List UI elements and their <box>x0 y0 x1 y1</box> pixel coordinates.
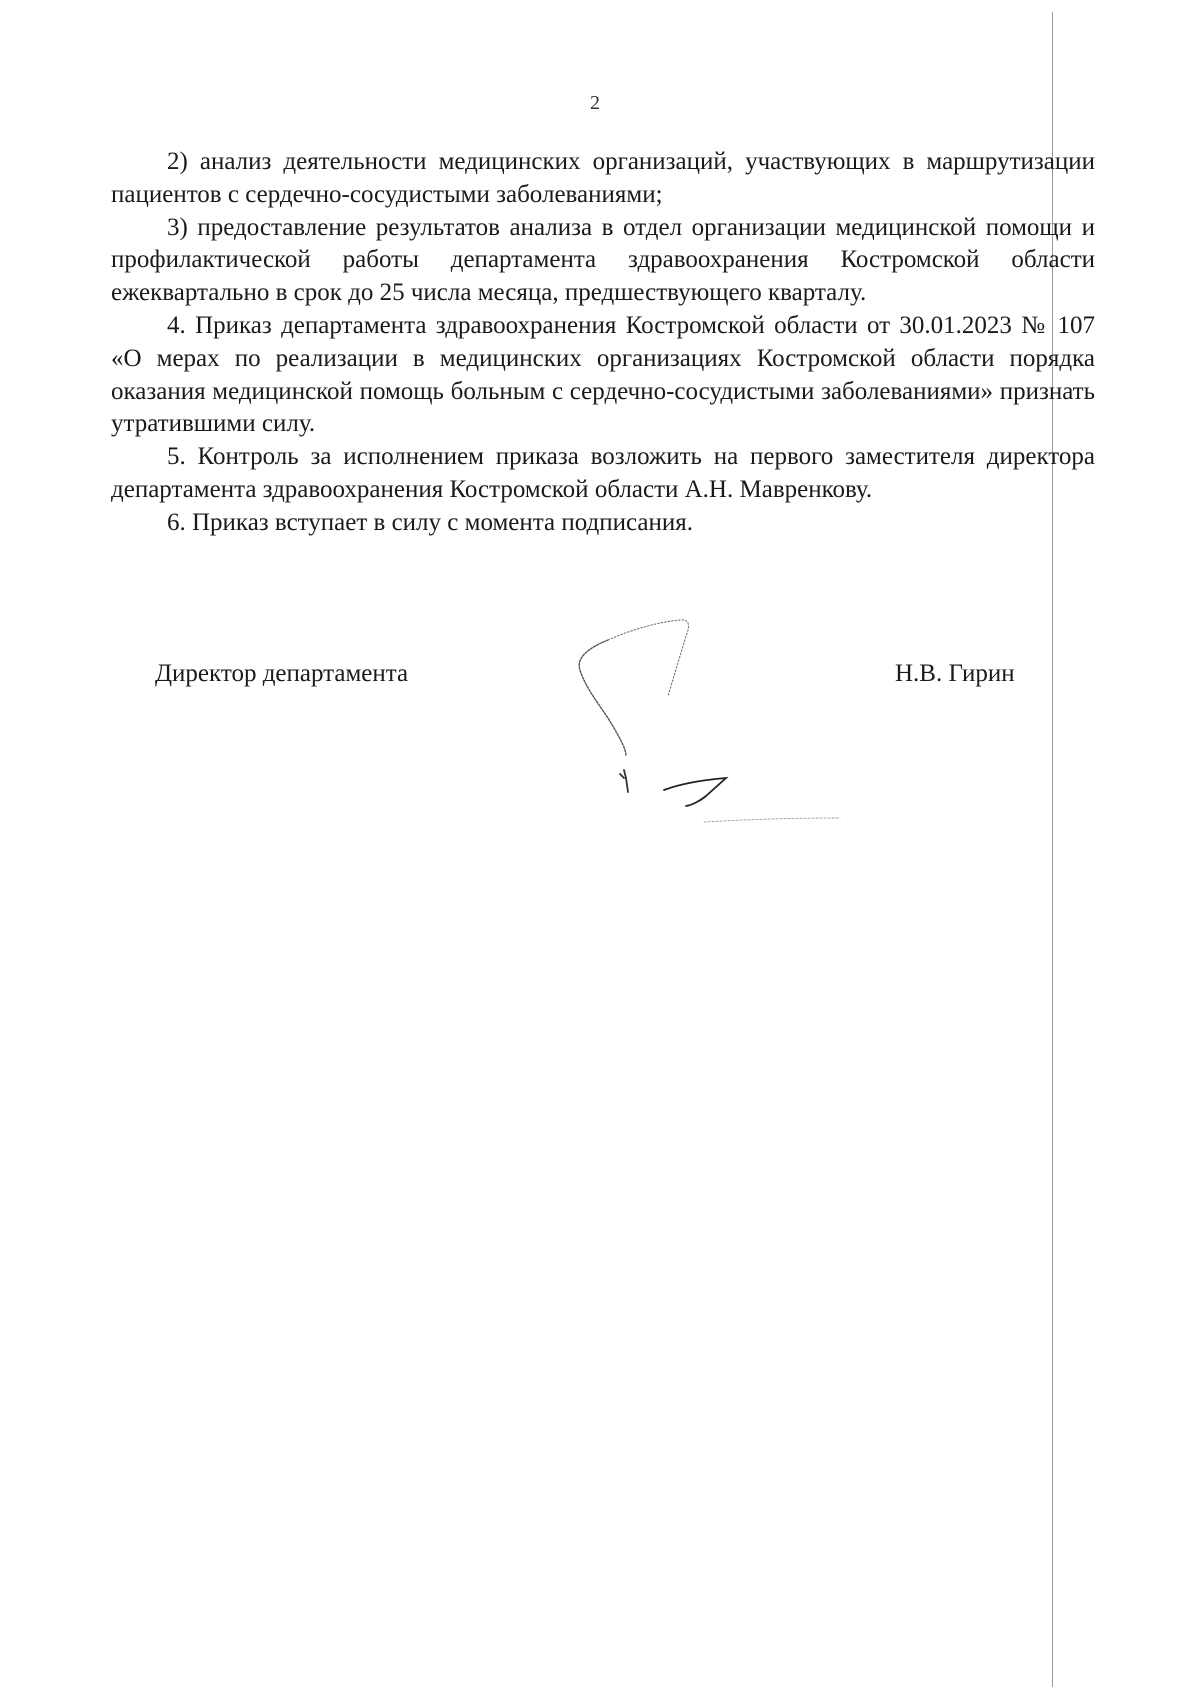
paragraph-3-results: 3) предоставление результатов анализа в отдел организации медицинской помощи и профилактической работы департамента здравоохранения Костромской области ежеквартально в срок до 25 числа месяца, предшествующего кварталу. <box>111 213 1095 307</box>
signatory-name: Н.В. Гирин <box>895 660 1015 687</box>
paragraph-5-control: 5. Контроль за исполнением приказа возложить на первого заместителя директора департамента здравоохранения Костромской области А.Н. Мавренкову. <box>111 443 1095 503</box>
signatory-title: Директор департамента <box>155 660 409 687</box>
document-body <box>111 146 1095 540</box>
paragraph-2-analysis: 2) анализ деятельности медицинских организаций, участвующих в маршрутизации пациентов с сердечно-сосудистыми заболеваниями; <box>111 148 1095 208</box>
paragraph-6-effective: 6. Приказ вступает в силу с момента подписания. <box>167 508 693 536</box>
page-number: 2 <box>590 92 600 114</box>
handwritten-signature <box>540 600 870 830</box>
paragraph-4-revoke-order: 4. Приказ департамента здравоохранения Костромской области от 30.01.2023 № 107 «О мерах по реализации в медицинских организациях Костромской области порядка оказания медицинской помощь больным с сердечно-сосудистыми заболеваниями» признать утратившими силу. <box>111 311 1095 438</box>
